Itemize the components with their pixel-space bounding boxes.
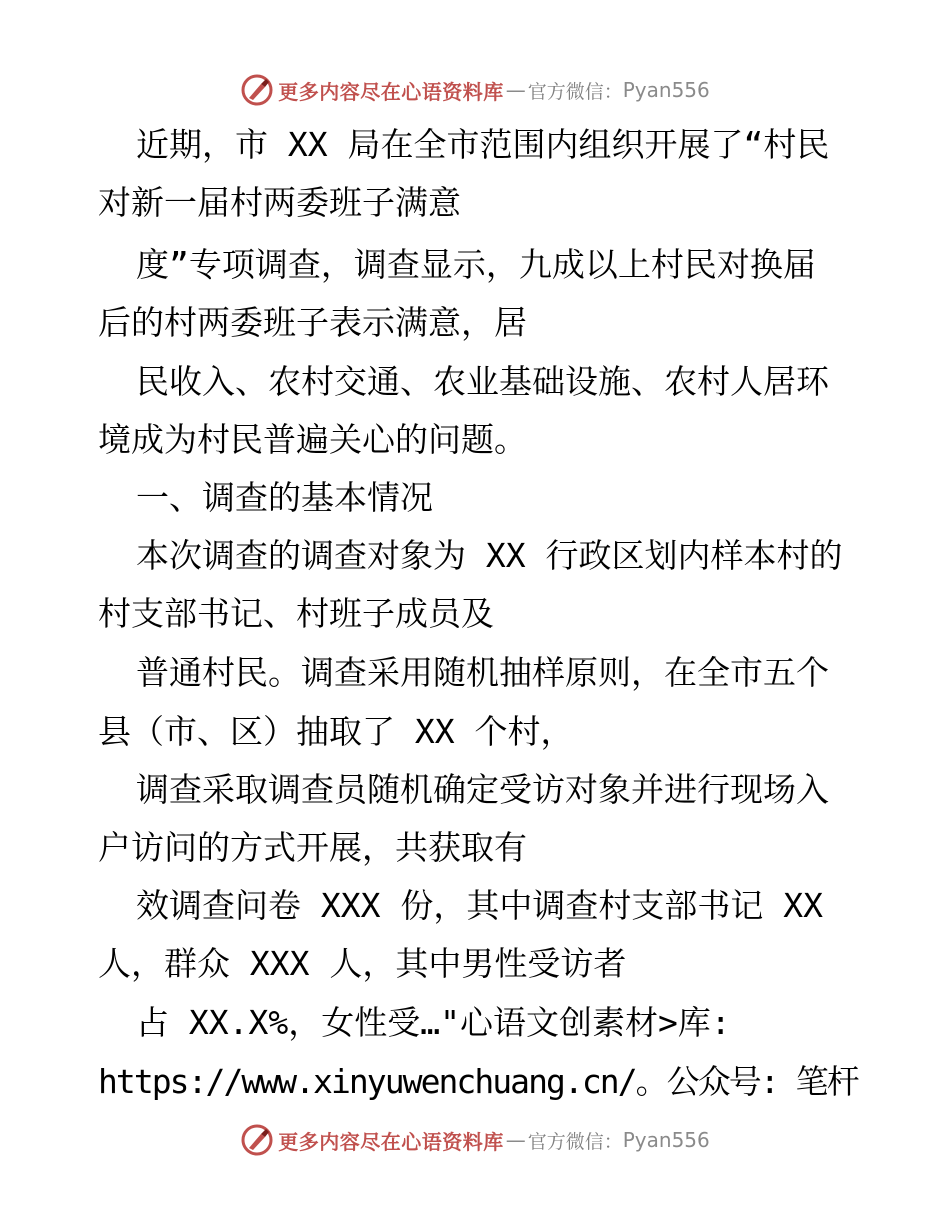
banner-handle: Pyan556 bbox=[622, 78, 710, 102]
footer-watermark-banner bbox=[0, 1118, 950, 1162]
body-line-url: https://www.xinyuwenchuang.cn/。公众号: 笔杆 bbox=[98, 1062, 858, 1101]
body-line: 普通村民。调查采用随机抽样原则，在全市五个 bbox=[136, 653, 829, 692]
body-line: 后的村两委班子表示满意，居 bbox=[98, 303, 527, 342]
banner-brand: 更多内容尽在心语资料库 bbox=[278, 79, 504, 104]
pen-logo-icon bbox=[240, 1123, 274, 1157]
body-line: 对新一届村两委班子满意 bbox=[98, 183, 461, 222]
body-line: 占 XX.X%，女性受…"心语文创素材>库: bbox=[136, 1003, 731, 1042]
body-line: 村支部书记、村班子成员及 bbox=[98, 594, 494, 633]
body-line: 境成为村民普遍关心的问题。 bbox=[98, 420, 527, 459]
banner-brand: 更多内容尽在心语资料库 bbox=[278, 1129, 504, 1154]
banner-separator: — bbox=[505, 1128, 526, 1152]
section-heading: 一、调查的基本情况 bbox=[136, 478, 433, 517]
banner-handle: Pyan556 bbox=[622, 1128, 710, 1152]
banner-label: 官方微信： bbox=[527, 80, 623, 103]
body-line: 近期，市 XX 局在全市范围内组织开展了“村民 bbox=[136, 125, 830, 164]
body-line: 人，群众 XXX 人，其中男性受访者 bbox=[98, 944, 627, 983]
body-line: 民收入、农村交通、农业基础设施、农村人居环 bbox=[136, 362, 829, 401]
header-watermark-banner bbox=[0, 68, 950, 112]
body-line: 效调查问卷 XXX 份，其中调查村支部书记 XX bbox=[136, 886, 823, 925]
banner-label: 官方微信： bbox=[527, 1130, 623, 1153]
pen-logo-icon bbox=[240, 73, 274, 107]
body-line: 调查采取调查员随机确定受访对象并进行现场入 bbox=[136, 770, 829, 809]
body-line: 县（市、区）抽取了 XX 个村， bbox=[98, 712, 574, 751]
body-line: 度”专项调查，调查显示，九成以上村民对换届 bbox=[136, 245, 816, 284]
banner-separator: — bbox=[505, 78, 526, 102]
body-line: 本次调查的调查对象为 XX 行政区划内样本村的 bbox=[136, 536, 843, 575]
body-line: 户访问的方式开展，共获取有 bbox=[98, 828, 527, 867]
